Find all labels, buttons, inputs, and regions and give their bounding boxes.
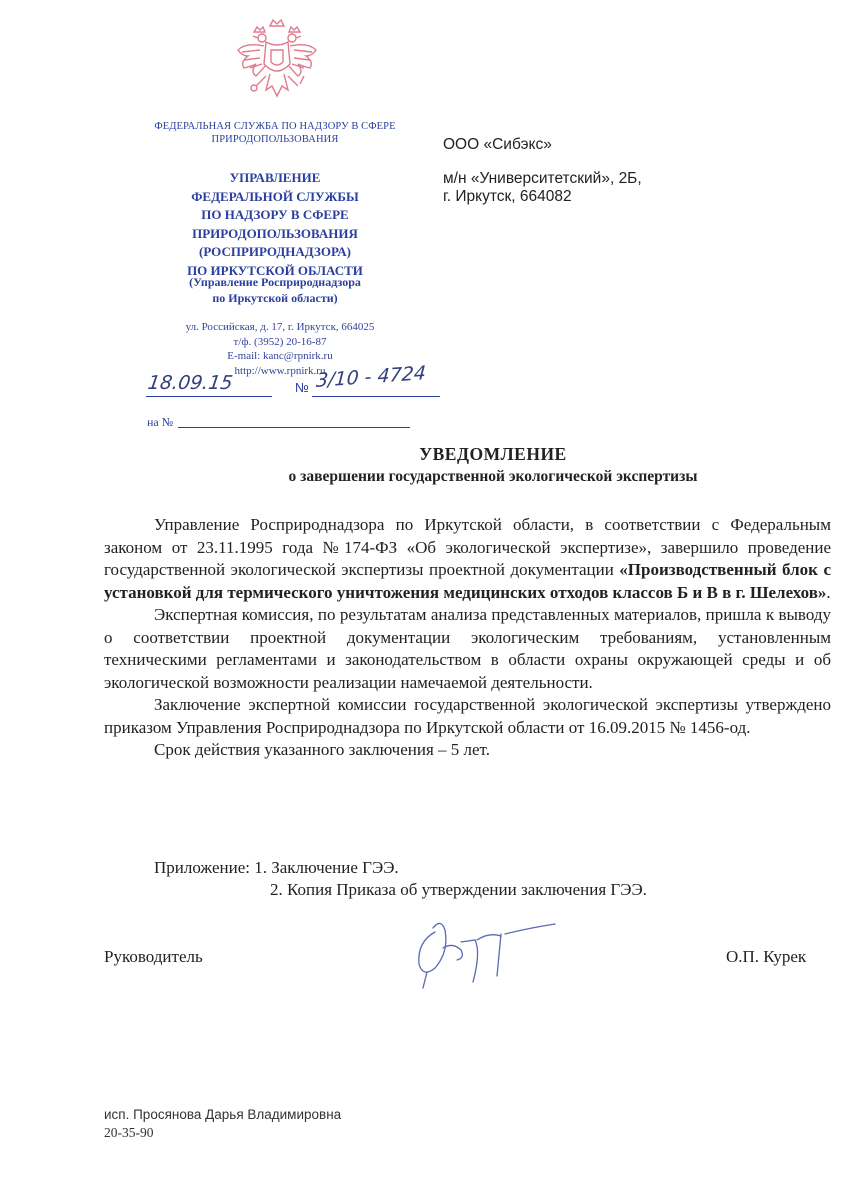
office-short-line-2: по Иркутской области): [212, 290, 338, 305]
signer-name: О.П. Курек: [726, 947, 807, 966]
body-paragraph-2: Экспертная комиссия, по результатам анализа представленных материалов, пришла к выводу о соответствии проектной документации экологическим требованиям, установленным техническими регламентами и законодательством в области охраны окружающей среды и об экологической возможности реализации намечаемой деятельности.: [104, 605, 831, 692]
office-line: ПО НАДЗОРУ В СФЕРЕ: [201, 207, 349, 222]
date-underline: [146, 396, 272, 397]
number-underline: [312, 396, 440, 397]
office-name: [160, 169, 390, 280]
body-paragraph-4: Срок действия указанного заключения – 5 лет.: [154, 740, 490, 759]
document-title: УВЕДОМЛЕНИЕ: [419, 444, 567, 464]
project-name: «Производственный блок с установкой для термического уничтожения медицинских отходов классов Б и В в г. Шелехов»: [104, 560, 831, 602]
recipient-name: ООО «Сибэкс»: [443, 136, 552, 153]
office-short-name: [160, 275, 390, 306]
reply-to-label: на №: [147, 415, 174, 429]
attachment-line-2: 2. Копия Приказа об утверждении заключения ГЭЭ.: [270, 880, 647, 899]
registration-number: 3/10 - 4724: [315, 362, 427, 392]
body-paragraph-1: [104, 514, 831, 604]
handwritten-signature: [405, 912, 565, 992]
office-short-line-1: (Управление Росприроднадзора: [189, 275, 361, 289]
office-email: E-mail: kanc@rpnirk.ru: [227, 350, 333, 362]
agency-line-1: ФЕДЕРАЛЬНАЯ СЛУЖБА ПО НАДЗОРУ В СФЕРЕ: [154, 121, 396, 132]
agency-name: [130, 120, 420, 146]
coat-of-arms-emblem-icon: [232, 16, 322, 116]
office-line: ПО ИРКУТСКОЙ ОБЛАСТИ: [187, 262, 363, 278]
office-website: http://www.rpnirk.ru: [234, 364, 326, 377]
office-phone: т/ф. (3952) 20-16-87: [233, 335, 327, 348]
agency-line-2: ПРИРОДОПОЛЬЗОВАНИЯ: [211, 134, 339, 145]
office-address: ул. Российская, д. 17, г. Иркутск, 664025: [185, 321, 375, 333]
executor-name: исп. Просянова Дарья Владимировна: [104, 1107, 342, 1122]
p1-text: Управление Росприроднадзора по Иркутской области, в соответствии с Федеральным законом от 23.11.1995 года №174-ФЗ «Об экологической экспертизе», завершило проведение государственной экологической экспертизы проектной документации: [104, 515, 831, 579]
office-line: УПРАВЛЕНИЕ: [229, 170, 321, 185]
office-line: (РОСПРИРОДНАДЗОРА): [198, 244, 352, 259]
recipient-city: г. Иркутск, 664082: [443, 188, 572, 205]
registration-date: 18.09.15: [146, 372, 235, 394]
attachment-line-1: Приложение: 1. Заключение ГЭЭ.: [154, 858, 399, 877]
office-line: ФЕДЕРАЛЬНОЙ СЛУЖБЫ: [191, 188, 359, 204]
executor-phone: 20-35-90: [104, 1125, 154, 1140]
reply-to-underline: [178, 427, 410, 428]
p1-end: .: [826, 582, 831, 602]
recipient-street: м/н «Университетский», 2Б,: [443, 170, 642, 187]
body-paragraph-3: Заключение экспертной комиссии государственной экологической экспертизы утверждено приказом Управления Росприроднадзора по Иркутской области от 16.09.2015 № 1456-од.: [104, 695, 831, 737]
recipient-block: [443, 136, 642, 206]
document-subtitle: о завершении государственной экологической экспертизы: [288, 468, 698, 485]
signer-role: Руководитель: [104, 947, 203, 966]
office-line: ПРИРОДОПОЛЬЗОВАНИЯ: [192, 225, 358, 241]
document-body: [104, 514, 831, 762]
registration-number-label: №: [295, 380, 309, 395]
